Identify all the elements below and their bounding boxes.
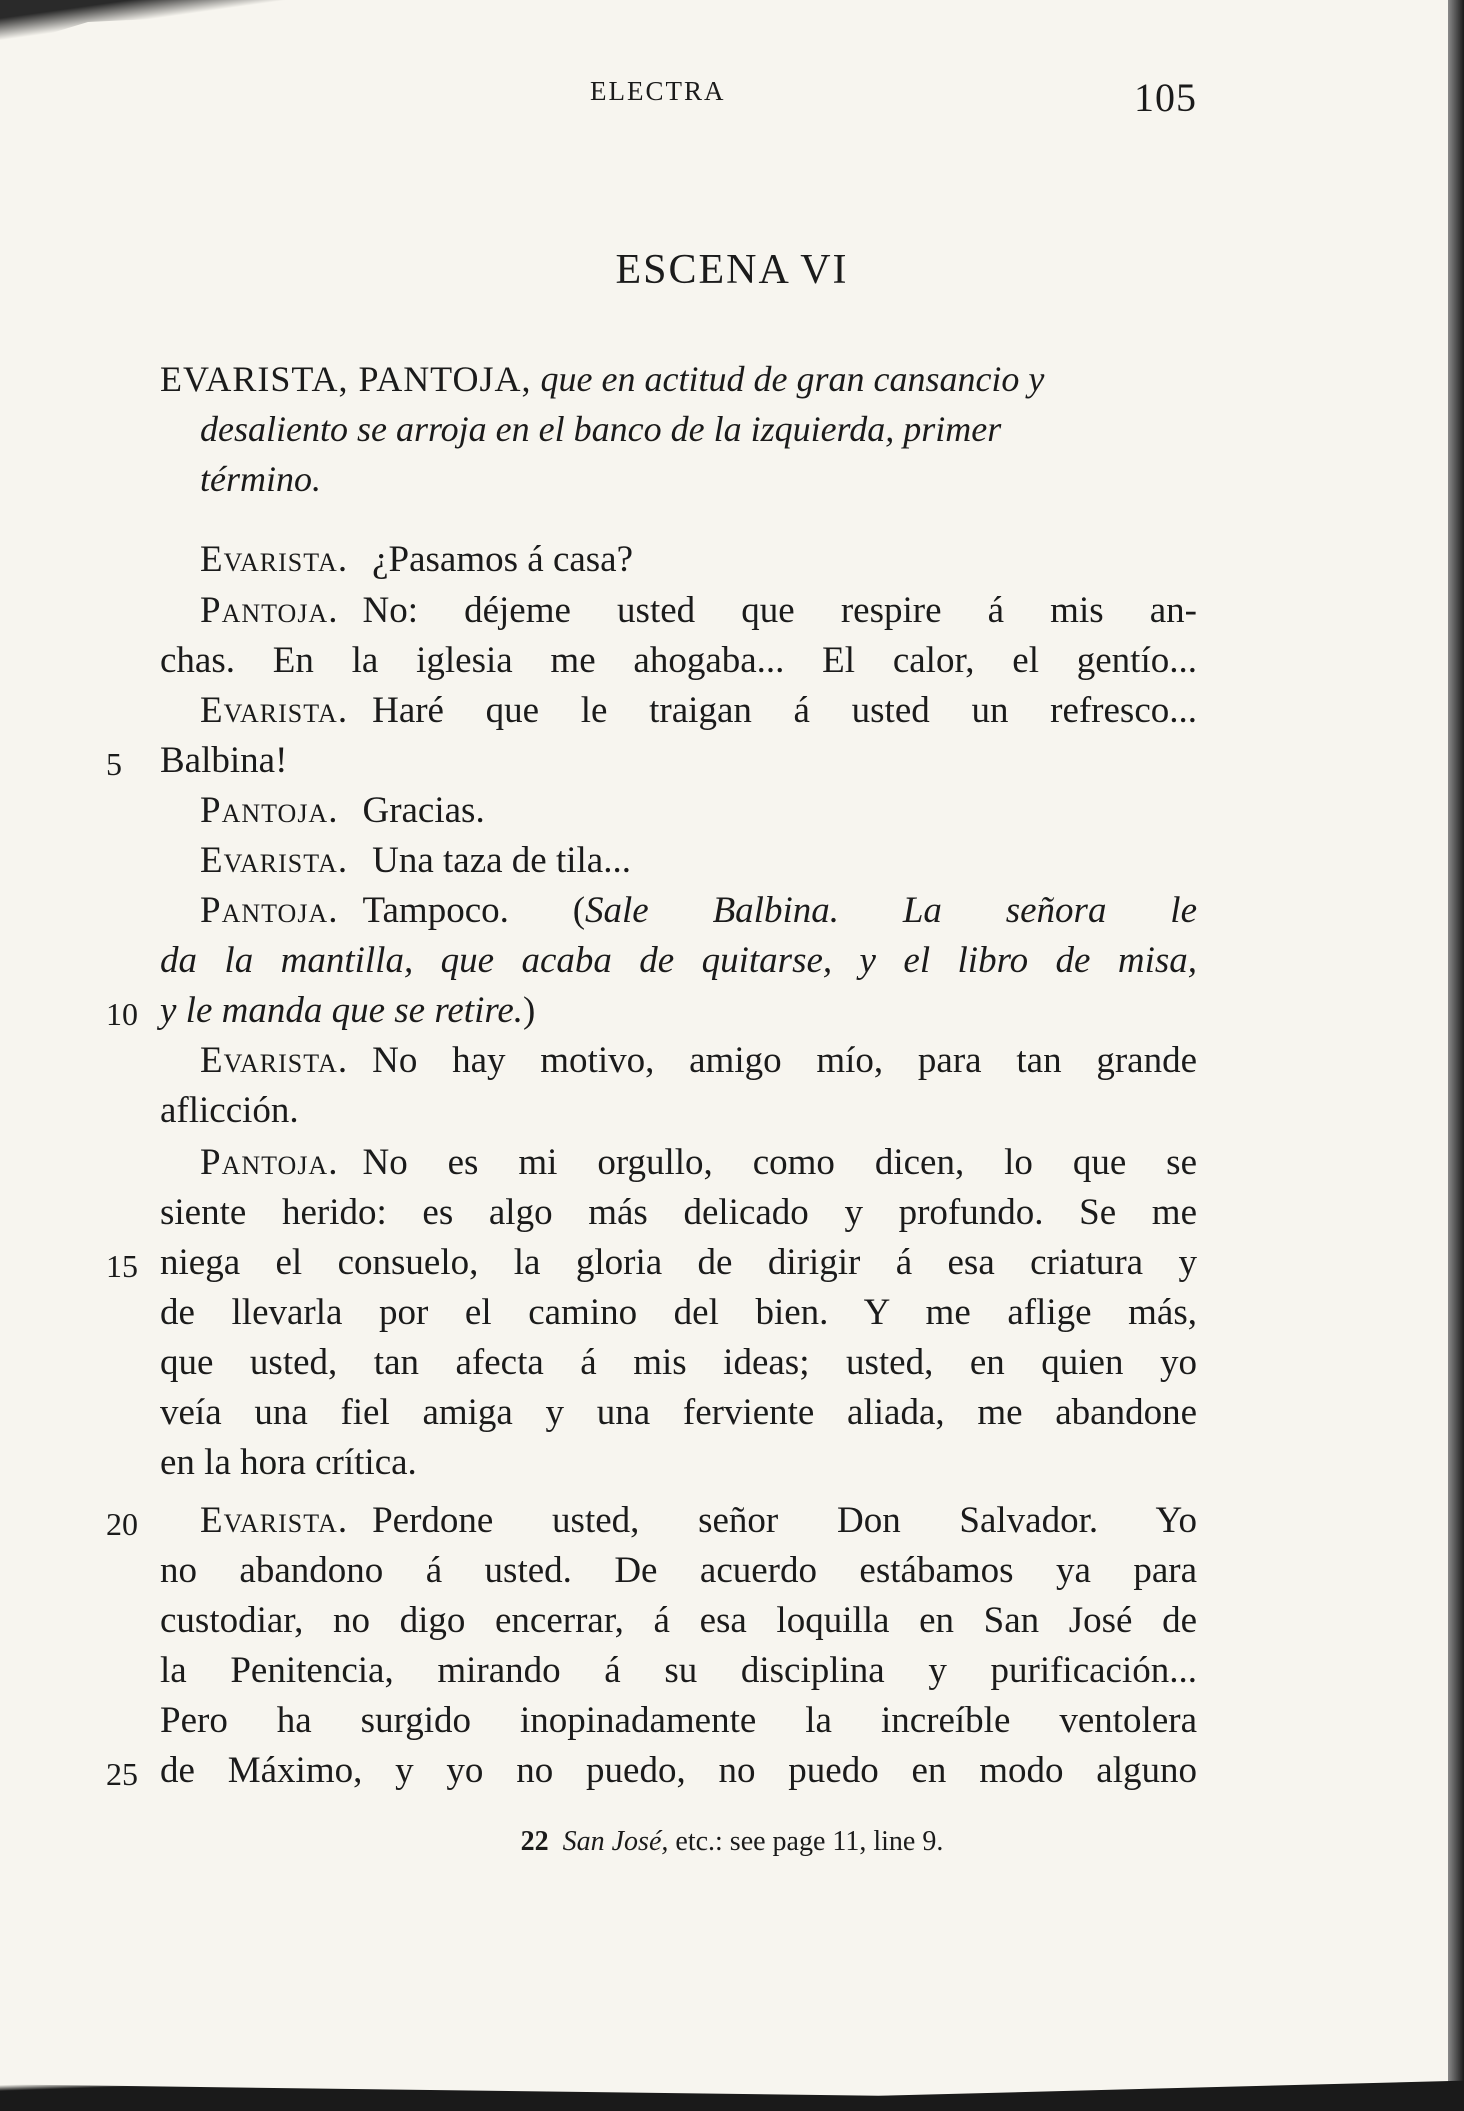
dialogue-line	[200, 1138, 1197, 1188]
dialogue-line	[200, 535, 1197, 585]
speaker-name: Pantoja.	[200, 790, 339, 831]
stage-direction-text: que en actitud de gran cansancio y	[540, 359, 1045, 399]
dialogue-line: Balbina!	[160, 740, 288, 781]
dialogue-line: aflicción.	[160, 1090, 299, 1131]
dialogue-line: niega el consuelo, la gloria de dirigir á esa criatura y	[160, 1242, 1197, 1283]
footnote	[0, 1826, 1464, 1858]
stage-direction-line	[160, 354, 1200, 404]
dialogue-line	[200, 586, 1197, 636]
dialogue-line: la Penitencia, mirando á su disciplina y purificación...	[160, 1650, 1197, 1691]
speech-text: Perdone usted, señor Don Salvador. Yo	[372, 1500, 1197, 1541]
speaker-name: Pantoja.	[200, 590, 339, 631]
dialogue-line: en la hora crítica.	[160, 1442, 417, 1483]
dialogue-line	[200, 1496, 1197, 1546]
footnote-reference: San José,	[562, 1826, 669, 1857]
speaker-name: Evarista.	[200, 840, 349, 881]
speech-text: ¿Pasamos á casa?	[372, 539, 634, 580]
speaker-name: Evarista.	[200, 690, 349, 731]
scan-shadow-corner	[0, 0, 440, 70]
dialogue-line	[200, 1036, 1197, 1086]
footnote-text: etc.: see page 11, line 9.	[675, 1826, 944, 1857]
page-number: 105	[1134, 75, 1197, 120]
scan-shadow-right	[1448, 0, 1464, 2111]
speaker-name: Evarista.	[200, 539, 349, 580]
dialogue-line: veía una fiel amiga y una ferviente aliada, me abandone	[160, 1392, 1197, 1433]
speech-text: No hay motivo, amigo mío, para tan grande	[372, 1040, 1197, 1081]
line-number: 5	[106, 746, 122, 782]
dialogue-line: de Máximo, y yo no puedo, no puedo en modo alguno	[160, 1750, 1197, 1791]
dialogue-line: chas. En la iglesia me ahogaba... El calor, el gentío...	[160, 640, 1197, 681]
dialogue-line: da la mantilla, que acaba de quitarse, y el libro de misa,	[160, 940, 1197, 981]
speech-text: No es mi orgullo, como dicen, lo que se	[362, 1142, 1197, 1183]
speech-text: Gracias.	[362, 790, 485, 831]
scan-shadow-bottom	[0, 2073, 1464, 2111]
stage-direction-line: desaliento se arroja en el banco de la izquierda, primer	[200, 409, 1002, 449]
line-number: 20	[106, 1506, 138, 1542]
scene-title: ESCENA VI	[615, 247, 849, 293]
dialogue-line: no abandono á usted. De acuerdo estábamos ya para	[160, 1550, 1197, 1591]
speech-text: No: déjeme usted que respire á mis an-	[362, 590, 1197, 631]
speech-text: Una taza de tila...	[372, 840, 631, 881]
speaker-name: Pantoja.	[200, 890, 339, 931]
speaker-name: Evarista.	[200, 1040, 349, 1081]
dialogue-line: custodiar, no digo encerrar, á esa loquilla en San José de	[160, 1600, 1197, 1641]
dialogue-line	[200, 686, 1197, 736]
dialogue-line	[200, 786, 1197, 836]
speech-text: Tampoco. (	[362, 890, 586, 931]
running-title: ELECTRA	[590, 76, 726, 106]
line-number: 25	[106, 1756, 138, 1792]
line-number: 15	[106, 1248, 138, 1284]
speaker-name: Evarista.	[200, 1500, 349, 1541]
stage-direction-inline: Sale Balbina. La señora le	[585, 890, 1197, 931]
dialogue-line	[200, 836, 1197, 886]
footnote-number: 22	[520, 1826, 549, 1857]
speaker-name: Pantoja.	[200, 1142, 339, 1183]
dialogue-line	[200, 886, 1197, 936]
dialogue-line: que usted, tan afecta á mis ideas; usted, en quien yo	[160, 1342, 1197, 1383]
stage-direction-line: término.	[200, 459, 321, 499]
dialogue-line: Pero ha surgido inopinadamente la increíble ventolera	[160, 1700, 1197, 1741]
stage-direction-inline: y le manda que se retire.	[160, 990, 524, 1031]
dialogue-line	[160, 986, 1197, 1036]
speech-text: )	[523, 990, 536, 1031]
speech-text: Haré que le traigan á usted un refresco...	[372, 690, 1197, 731]
line-number: 10	[106, 996, 138, 1032]
stage-direction-characters: EVARISTA, PANTOJA,	[160, 359, 532, 399]
dialogue-line: siente herido: es algo más delicado y profundo. Se me	[160, 1192, 1197, 1233]
dialogue-line: de llevarla por el camino del bien. Y me aflige más,	[160, 1292, 1197, 1333]
